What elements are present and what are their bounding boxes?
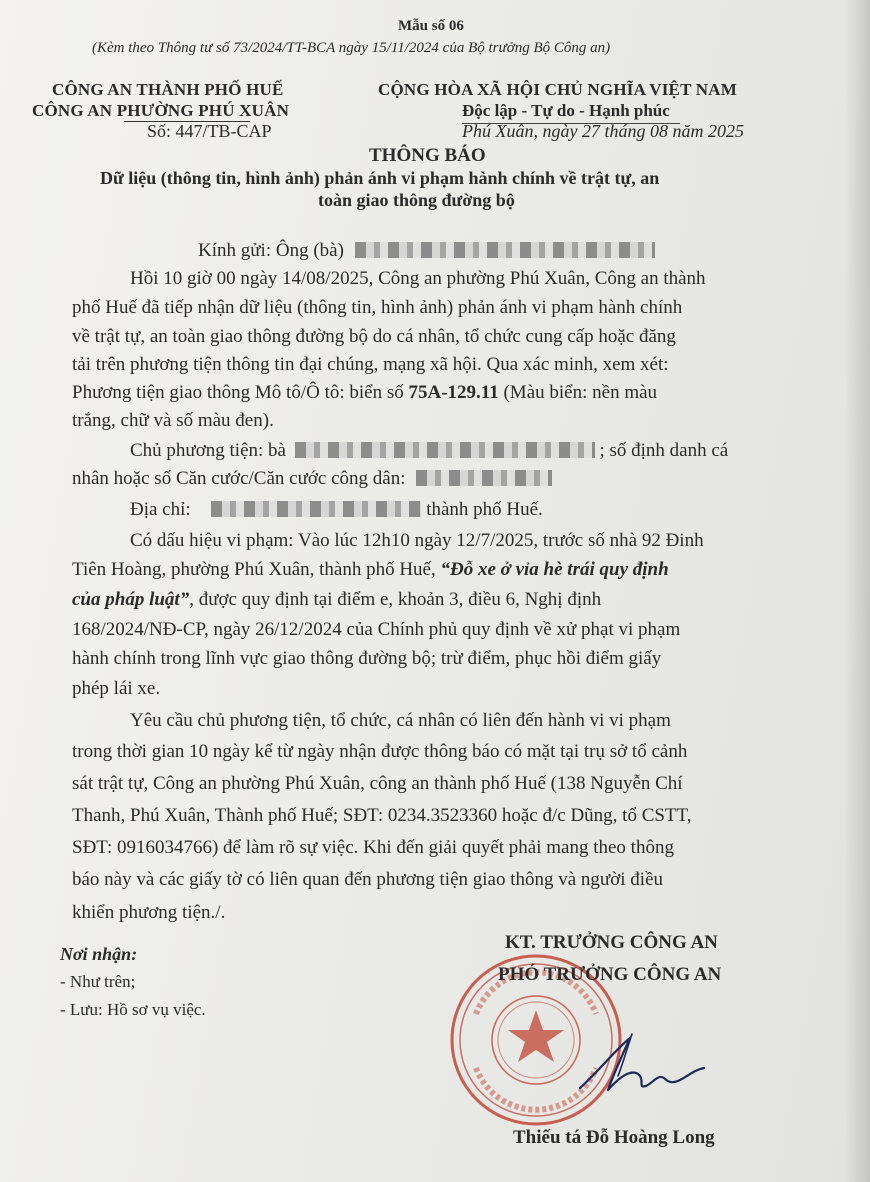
document-title: THÔNG BÁO (369, 145, 486, 166)
address-suffix: thành phố Huế. (426, 499, 543, 520)
signatory-title-2: PHÓ TRƯỞNG CÔNG AN (498, 964, 722, 985)
p1-line-2: phố Huế đã tiếp nhận dữ liệu (thông tin, hình ảnh) phản ánh vi phạm hành chính (72, 297, 683, 318)
p1-line-3: về trật tự, an toàn giao thông đường bộ do cá nhân, tổ chức cung cấp hoặc đăng (72, 326, 676, 347)
issuer-line1: CÔNG AN THÀNH PHỐ HUẾ (52, 80, 284, 99)
violation-line-3 (72, 589, 601, 611)
paper-edge-shadow (844, 0, 870, 1182)
place-date: Phú Xuân, ngày 27 tháng 08 năm 2025 (462, 121, 744, 141)
document-subtitle-1: Dữ liệu (thông tin, hình ảnh) phản ánh vi phạm hành chính về trật tự, an (100, 168, 660, 188)
violation-line-1: Có dấu hiệu vi phạm: Vào lúc 12h10 ngày 12/7/2025, trước số nhà 92 Đinh (130, 530, 704, 551)
redacted-recipient-name (355, 242, 655, 258)
vehicle-prefix: Phương tiện giao thông Mô tô/Ô tô: biển số (72, 382, 409, 403)
owner-line (130, 440, 728, 462)
doc-number: Số: 447/TB-CAP (147, 121, 272, 141)
request-line-2: trong thời gian 10 ngày kể từ ngày nhận được thông báo có mặt tại trụ sở tổ cảnh (72, 741, 688, 762)
violation-act-2: của pháp luật” (72, 589, 190, 610)
form-number: Mẫu số 06 (398, 18, 464, 34)
violation-line-5: hành chính trong lĩnh vực giao thông đường bộ; trừ điểm, phục hồi điểm giấy (72, 648, 662, 669)
owner-suffix: ; số định danh cá (599, 440, 729, 461)
recipient-item: - Lưu: Hồ sơ vụ việc. (60, 1000, 206, 1019)
violation-line-2 (72, 559, 669, 581)
recipients-label: Nơi nhận: (60, 944, 138, 964)
address-label: Địa chỉ: (130, 499, 191, 520)
vehicle-line-2: trắng, chữ và số màu đen). (72, 410, 274, 431)
vehicle-line (72, 382, 657, 404)
owner-label: Chủ phương tiện: bà (130, 440, 286, 461)
recipient-item: - Như trên; (60, 972, 136, 991)
redacted-owner-name (295, 442, 595, 458)
nation-motto: Độc lập - Tự do - Hạnh phúc (462, 101, 670, 120)
document-subtitle-2: toàn giao thông đường bộ (318, 190, 515, 210)
request-line-5: SĐT: 0916034766) để làm rõ sự việc. Khi đến giải quyết phải mang theo thông (72, 837, 674, 858)
form-reference: (Kèm theo Thông tư số 73/2024/TT-BCA ngày 15/11/2024 của Bộ trưởng Bộ Công an) (92, 40, 611, 56)
request-line-1: Yêu cầu chủ phương tiện, tổ chức, cá nhân có liên đến hành vi vi phạm (130, 710, 671, 731)
greeting-label: Kính gửi: Ông (bà) (198, 240, 344, 261)
request-line-6: báo này và các giấy tờ có liên quan đến phương tiện giao thông và người điều (72, 869, 664, 890)
greeting-line (198, 240, 655, 262)
violation-line-4: 168/2024/NĐ-CP, ngày 26/12/2024 của Chính phủ quy định về xử phạt vi phạm (72, 619, 681, 640)
license-plate: 75A-129.11 (408, 382, 499, 403)
address-line (130, 499, 543, 521)
p1-line-1: Hồi 10 giờ 00 ngày 14/08/2025, Công an phường Phú Xuân, Công an thành (130, 268, 706, 289)
violation-act-1: “Đỗ xe ở vỉa hè trái quy định (440, 559, 669, 580)
nation-title: CỘNG HÒA XÃ HỘI CHỦ NGHĨA VIỆT NAM (378, 80, 737, 99)
signatory-title-1: KT. TRƯỞNG CÔNG AN (505, 932, 718, 953)
request-line-7: khiển phương tiện./. (72, 902, 226, 923)
handwritten-signature (560, 1030, 710, 1100)
violation-line-6: phép lái xe. (72, 678, 161, 699)
request-line-4: Thanh, Phú Xuân, Thành phố Huế; SĐT: 0234.3523360 hoặc đ/c Dũng, tổ CSTT, (72, 805, 692, 826)
redacted-address (211, 501, 421, 517)
violation-legal-basis: , được quy định tại điểm e, khoản 3, điều 6, Nghị định (189, 589, 602, 610)
vehicle-suffix: (Màu biển: nền màu (498, 382, 658, 403)
id-label: nhân hoặc số Căn cước/Căn cước công dân: (72, 468, 406, 489)
id-line (72, 468, 552, 490)
p1-line-4: tải trên phương tiện thông tin đại chúng, mạng xã hội. Qua xác minh, xem xét: (72, 354, 669, 375)
violation-location: Tiên Hoàng, phường Phú Xuân, thành phố Huế, (72, 559, 441, 580)
request-line-3: sát trật tự, Công an phường Phú Xuân, công an thành phố Huế (138 Nguyễn Chí (72, 773, 683, 794)
signatory-name: Thiếu tá Đỗ Hoàng Long (513, 1127, 715, 1148)
issuer-line2: CÔNG AN PHƯỜNG PHÚ XUÂN (32, 101, 290, 120)
redacted-id-number (416, 470, 552, 486)
